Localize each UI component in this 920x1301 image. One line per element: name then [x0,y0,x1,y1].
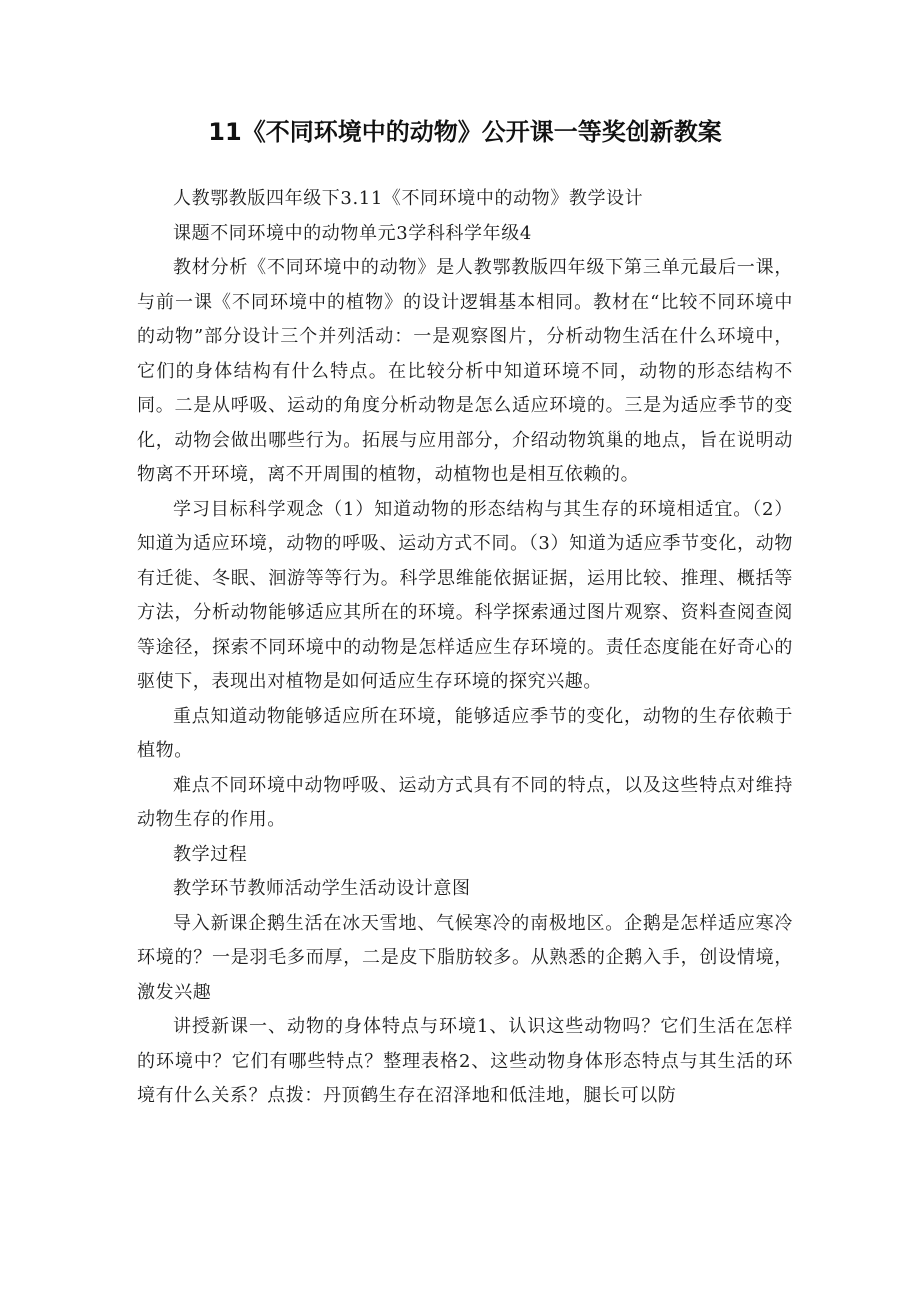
document-page [137,112,793,1114]
paragraph-difficulties: 难点不同环境中动物呼吸、运动方式具有不同的特点，以及这些特点对维持动物生存的作用。 [137,774,793,830]
paragraph-new-lesson: 讲授新课一、动物的身体特点与环境1、认识这些动物吗？它们生活在怎样的环境中？它们有哪些特点？整理表格2、这些动物身体形态特点与其生活的环境有什么关系？点拨：丹顶鹤生存在沼泽地和低洼地，腿长可以防 [137,1016,793,1106]
document-title: 11《不同环境中的动物》公开课一等奖创新教案 [208,118,722,146]
paragraph-learning-goals: 学习目标科学观念（1）知道动物的形态结构与其生存的环境相适宜。（2）知道为适应环境，动物的呼吸、运动方式不同。（3）知道为适应季节变化，动物有迁徙、冬眠、洄游等等行为。科学思维能依据证据，运用比较、推理、概括等方法，分析动物能够适应其所在的环境。科学探索通过图片观察、资料查阅查阅等途径，探索不同环境中的动物是怎样适应生存环境的。责任态度能在好奇心的驱使下，表现出对植物是如何适应生存环境的探究兴趣。 [137,498,793,692]
paragraph-material-analysis: 教材分析《不同环境中的动物》是人教鄂教版四年级下第三单元最后一课，与前一课《不同环境中的植物》的设计逻辑基本相同。教材在“比较不同环境中的动物”部分设计三个并列活动：一是观察图片，分析动物生活在什么环境中，它们的身体结构有什么特点。在比较分析中知道环境不同，动物的形态结构不同。二是从呼吸、运动的角度分析动物是怎么适应环境的。三是为适应季节的变化，动物会做出哪些行为。拓展与应用部分，介绍动物筑巢的地点，旨在说明动物离不开环境，离不开周围的植物，动植物也是相互依赖的。 [137,257,793,485]
paragraph-teaching-process: 教学过程 [173,843,248,865]
paragraph-introduction: 导入新课企鹅生活在冰天雪地、气候寒冷的南极地区。企鹅是怎样适应寒冷环境的？一是羽毛多而厚，二是皮下脂肪较多。从熟悉的企鹅入手，创设情境，激发兴趣 [137,912,793,1003]
paragraph-course-info: 课题不同环境中的动物单元3学科科学年级4 [173,222,532,244]
paragraph-key-points: 重点知道动物能够适应所在环境，能够适应季节的变化，动物的生存依赖于植物。 [137,705,793,761]
paragraph-table-header: 教学环节教师活动学生活动设计意图 [173,878,471,899]
paragraph-subtitle: 人教鄂教版四年级下3.11《不同环境中的动物》教学设计 [173,188,644,209]
